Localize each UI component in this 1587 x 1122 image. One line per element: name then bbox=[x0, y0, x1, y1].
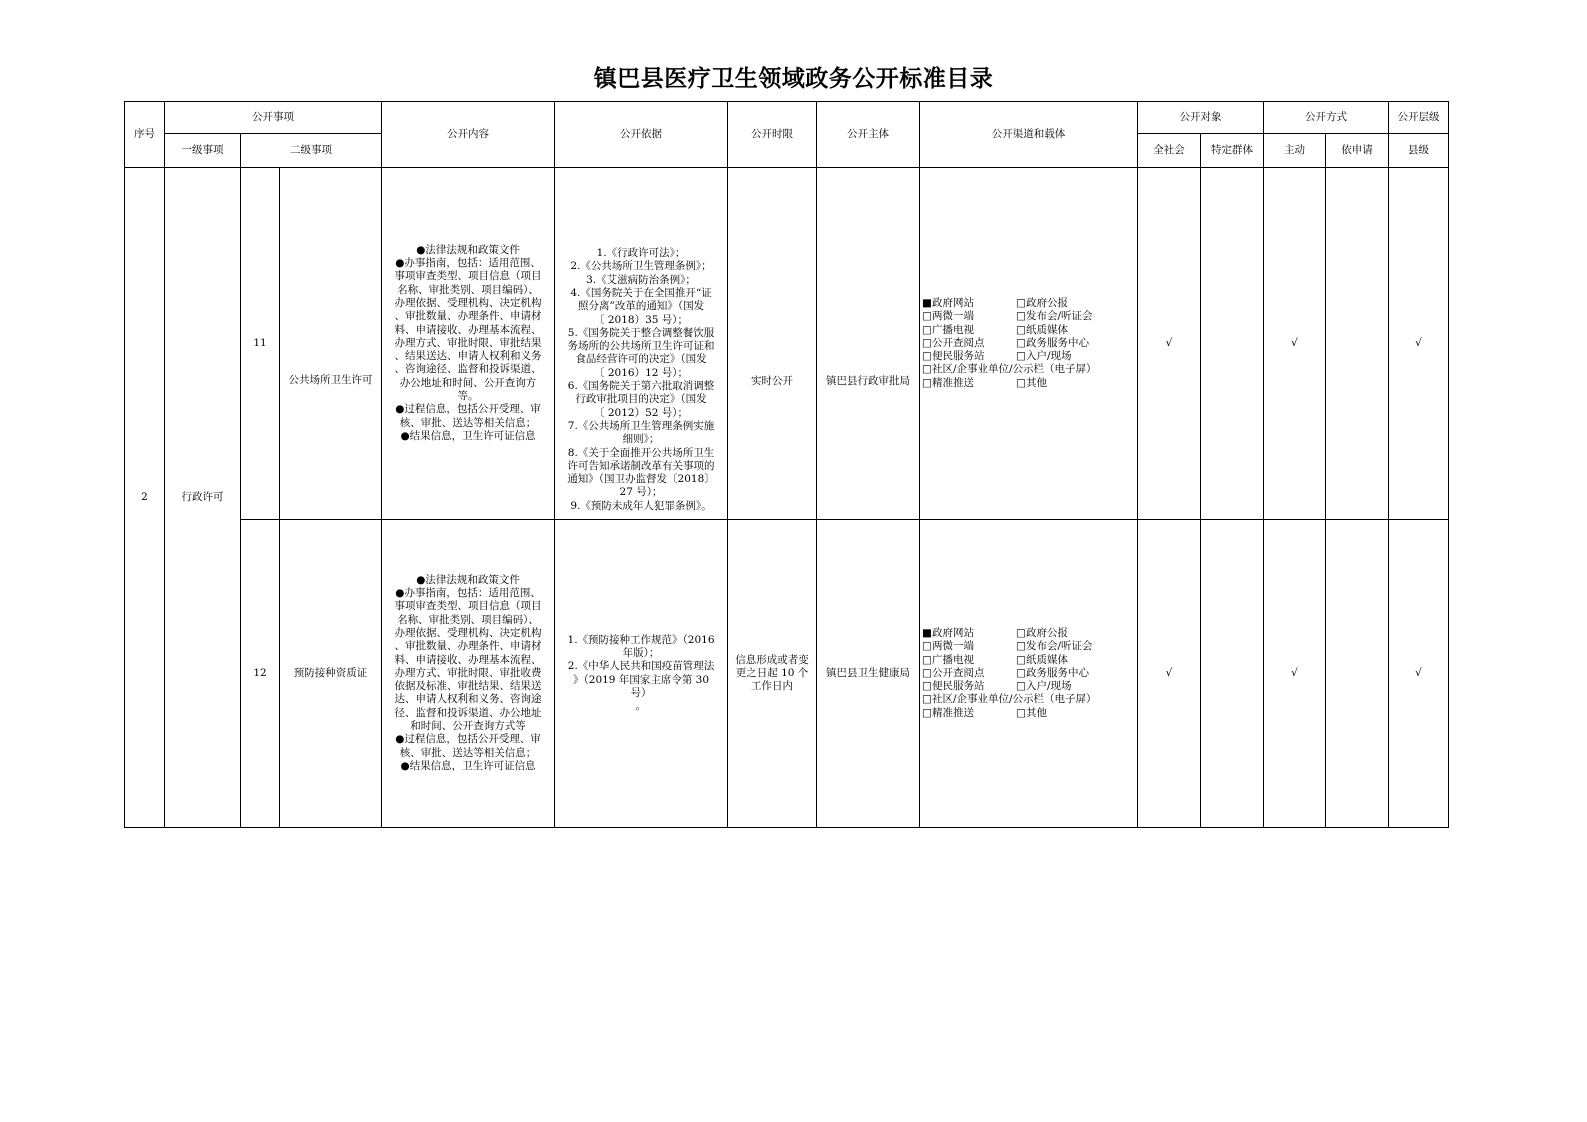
channel-item: □其他 bbox=[1016, 706, 1047, 719]
header-level: 公开层级 bbox=[1389, 102, 1449, 134]
text-line: 达、申请人权利和义务、咨询途 bbox=[394, 693, 542, 706]
header-level1: 一级事项 bbox=[165, 134, 241, 168]
text-line: 办理依据、受理机构、决定机构 bbox=[394, 296, 542, 309]
text-line: 照分离”改革的通知》（国发 bbox=[577, 300, 705, 313]
text-line: 、结果送达、申请人权利和义务 bbox=[394, 350, 542, 363]
text-line: 许可告知承诺制改革有关事项的 bbox=[567, 459, 715, 472]
channel-item: □发布会/听证会 bbox=[1016, 310, 1093, 323]
header-level2: 二级事项 bbox=[241, 134, 382, 168]
text-line: 实时公开 bbox=[751, 375, 794, 387]
text-line: 料、申请接收、办理基本流程、 bbox=[394, 323, 542, 336]
channel-item: □两微一端 bbox=[922, 640, 974, 653]
channel-item: □政务服务中心 bbox=[1016, 336, 1089, 349]
header-method: 公开方式 bbox=[1264, 102, 1389, 134]
text-line: ●办事指南，包括：适用范围、 bbox=[395, 257, 541, 270]
text-line: 、审批数量、办理条件、申请材 bbox=[394, 310, 542, 323]
text-line: 事项审查类型、项目信息（项目 bbox=[394, 600, 542, 613]
text-line: 3.《艾滋病防治条例》； bbox=[586, 273, 696, 286]
channel-item: □公开查阅点 bbox=[922, 666, 985, 679]
channel-item: □社区/企事业单位/公示栏（电子屏） bbox=[922, 693, 1097, 706]
header-specific-group: 特定群体 bbox=[1201, 134, 1264, 168]
text-line: 〔 2016）12 号）； bbox=[594, 366, 689, 379]
text-line: 1.《预防接种工作规范》（2016 bbox=[567, 633, 715, 646]
page-title: 镇巴县医疗卫生领域政务公开标准目录 bbox=[593, 65, 994, 92]
channel-item: □纸质媒体 bbox=[1016, 653, 1068, 666]
row-content bbox=[382, 168, 555, 520]
text-line: 。 bbox=[635, 700, 647, 713]
text-line: ●过程信息，包括公开受理、审 bbox=[395, 733, 541, 746]
text-line: ●过程信息，包括公开受理、审 bbox=[395, 403, 541, 416]
text-line: 7.《公共场所卫生管理条例实施 bbox=[567, 419, 715, 432]
channel-item: □精准推送 bbox=[922, 376, 974, 389]
text-line: 依据及标准、审批结果、结果送 bbox=[394, 680, 542, 693]
header-channel: 公开渠道和载体 bbox=[920, 102, 1138, 168]
header-all-society: 全社会 bbox=[1138, 134, 1201, 168]
text-line: 务场所的公共场所卫生许可证和 bbox=[567, 340, 715, 353]
row-subject: 镇巴县行政审批局 bbox=[817, 168, 920, 520]
table-row bbox=[125, 520, 1449, 828]
row-level2: 公共场所卫生许可 bbox=[280, 168, 382, 520]
header-time-limit: 公开时限 bbox=[728, 102, 817, 168]
row-channels bbox=[920, 168, 1138, 520]
row-active: √ bbox=[1264, 168, 1326, 520]
text-line: ●结果信息，卫生许可证信息 bbox=[400, 429, 536, 442]
table-row bbox=[125, 168, 1449, 520]
text-line: 更之日起 10 个 bbox=[735, 666, 809, 679]
text-line: 年版）； bbox=[622, 646, 660, 659]
text-line: 行政审批项目的决定》（国发 bbox=[575, 393, 707, 406]
header-matter: 公开事项 bbox=[165, 102, 382, 134]
channel-item bbox=[1016, 363, 1135, 376]
text-line: 》（2019 年国家主席令第 30 bbox=[573, 673, 710, 686]
text-line: 事项审查类型、项目信息（项目 bbox=[394, 270, 542, 283]
text-line: 27 号）； bbox=[619, 486, 663, 499]
channel-item bbox=[1016, 693, 1135, 706]
row-level2: 预防接种资质证 bbox=[280, 520, 382, 828]
text-line: 名称、审批类别、项目编码）、 bbox=[397, 613, 539, 626]
channel-item: □广播电视 bbox=[922, 323, 974, 336]
header-content: 公开内容 bbox=[382, 102, 555, 168]
text-line: 核、审批、送达等相关信息； bbox=[399, 746, 537, 759]
row-num: 11 bbox=[241, 168, 280, 520]
text-line: 等。 bbox=[457, 390, 479, 403]
text-line: ●办事指南，包括：适用范围、 bbox=[395, 587, 541, 600]
channel-item: □入户/现场 bbox=[1016, 350, 1072, 363]
text-line: 1.《行政许可法》； bbox=[596, 247, 686, 260]
text-line: 5.《国务院关于整合调整餐饮服 bbox=[567, 326, 715, 339]
text-line: 办理方式、审批时限、审批结果 bbox=[394, 336, 542, 349]
row-num: 12 bbox=[241, 520, 280, 828]
text-line: 工作日内 bbox=[751, 680, 794, 693]
channel-item: ■政府网站 bbox=[922, 296, 974, 309]
text-line: 6.《国务院关于第六批取消调整 bbox=[567, 380, 715, 393]
row-basis bbox=[555, 168, 728, 520]
text-line: 办公地址和时间、公开查询方 bbox=[399, 376, 537, 389]
header-on-request: 依申请 bbox=[1326, 134, 1389, 168]
text-line: 、审批数量、办理条件、申请材 bbox=[394, 640, 542, 653]
text-line: 2.《公共场所卫生管理条例》； bbox=[570, 260, 712, 273]
header-basis: 公开依据 bbox=[555, 102, 728, 168]
text-line: 食品经营许可的决定》（国发 bbox=[575, 353, 707, 366]
row-all-society: √ bbox=[1138, 168, 1201, 520]
row-all-society: √ bbox=[1138, 520, 1201, 828]
catalog-table bbox=[124, 101, 1449, 828]
channel-item: □纸质媒体 bbox=[1016, 323, 1068, 336]
text-line: ●结果信息，卫生许可证信息 bbox=[400, 759, 536, 772]
text-line: 细则》； bbox=[622, 433, 660, 446]
row-channels bbox=[920, 520, 1138, 828]
group-seq: 2 bbox=[125, 168, 165, 828]
text-line: 8.《关于全面推开公共场所卫生 bbox=[567, 446, 715, 459]
text-line: 料、申请接收、办理基本流程、 bbox=[394, 653, 542, 666]
channel-item: □政府公报 bbox=[1016, 626, 1068, 639]
row-content bbox=[382, 520, 555, 828]
text-line: ●法律法规和政策文件 bbox=[416, 573, 520, 586]
text-line: 和时间、公开查询方式等 bbox=[410, 720, 526, 733]
row-basis bbox=[555, 520, 728, 828]
channel-item: □两微一端 bbox=[922, 310, 974, 323]
row-specific-group bbox=[1201, 520, 1264, 828]
text-line: 〔 2018）35 号）； bbox=[594, 313, 689, 326]
header-active: 主动 bbox=[1264, 134, 1326, 168]
text-line: 9.《预防未成年人犯罪条例》。 bbox=[570, 499, 712, 512]
text-line: 〔 2012）52 号）； bbox=[594, 406, 689, 419]
row-county: √ bbox=[1389, 168, 1449, 520]
channel-item: □公开查阅点 bbox=[922, 336, 985, 349]
channel-item: □广播电视 bbox=[922, 653, 974, 666]
text-line: 名称、审批类别、项目编码）、 bbox=[397, 283, 539, 296]
text-line: 径、监督和投诉渠道、办公地址 bbox=[394, 706, 542, 719]
row-time-limit bbox=[728, 168, 817, 520]
row-on-request bbox=[1326, 168, 1389, 520]
channel-item: □政府公报 bbox=[1016, 296, 1068, 309]
text-line: ●法律法规和政策文件 bbox=[416, 243, 520, 256]
channel-item: □发布会/听证会 bbox=[1016, 640, 1093, 653]
group-level1: 行政许可 bbox=[165, 168, 241, 828]
channel-item: □便民服务站 bbox=[922, 350, 985, 363]
row-active: √ bbox=[1264, 520, 1326, 828]
channel-item: □其他 bbox=[1016, 376, 1047, 389]
row-county: √ bbox=[1389, 520, 1449, 828]
channel-item: □便民服务站 bbox=[922, 680, 985, 693]
row-subject: 镇巴县卫生健康局 bbox=[817, 520, 920, 828]
text-line: 办理方式、审批时限、审批收费 bbox=[394, 666, 542, 679]
header-county: 县级 bbox=[1389, 134, 1449, 168]
channel-item: □精准推送 bbox=[922, 706, 974, 719]
header-row-1 bbox=[125, 102, 1449, 134]
text-line: 号） bbox=[630, 686, 652, 699]
channel-item: ■政府网站 bbox=[922, 626, 974, 639]
channel-item: □入户/现场 bbox=[1016, 680, 1072, 693]
text-line: 通知》（国卫办监督发〔2018〕 bbox=[567, 473, 715, 486]
text-line: 、咨询途径、监督和投诉渠道、 bbox=[394, 363, 542, 376]
text-line: 信息形成或者变 bbox=[735, 653, 809, 666]
row-specific-group bbox=[1201, 168, 1264, 520]
channel-item: □政务服务中心 bbox=[1016, 666, 1089, 679]
row-on-request bbox=[1326, 520, 1389, 828]
text-line: 2.《中华人民共和国疫苗管理法 bbox=[567, 660, 715, 673]
text-line: 4.《国务院关于在全国推开“证 bbox=[570, 286, 712, 299]
text-line: 核、审批、送达等相关信息； bbox=[399, 416, 537, 429]
header-seq: 序号 bbox=[125, 102, 165, 168]
channel-item: □社区/企事业单位/公示栏（电子屏） bbox=[922, 363, 1097, 376]
text-line: 办理依据、受理机构、决定机构 bbox=[394, 626, 542, 639]
row-time-limit bbox=[728, 520, 817, 828]
header-target: 公开对象 bbox=[1138, 102, 1264, 134]
header-subject: 公开主体 bbox=[817, 102, 920, 168]
